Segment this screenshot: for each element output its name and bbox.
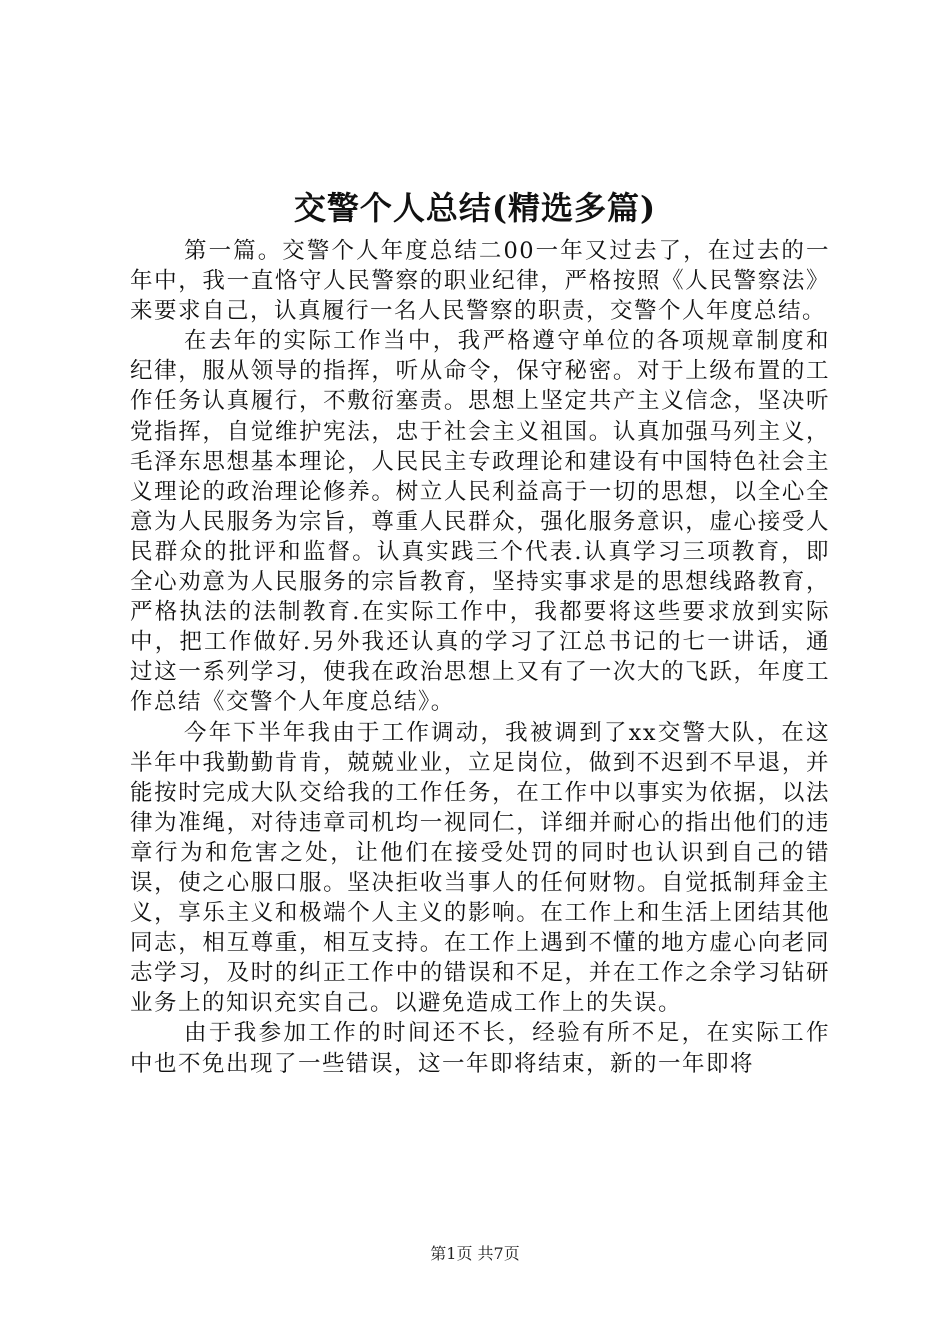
document-body [130,236,830,1079]
document-title: 交警个人总结(精选多篇) [293,189,657,227]
page-number-footer: 第1页 共7页 [430,1244,520,1263]
paragraph-3: 今年下半年我由于工作调动，我被调到了xx交警大队，在这半年中我勤勤肯肯，兢兢业业，立足岗位，做到不迟到不早退，并能按时完成大队交给我的工作任务，在工作中以事实为依据，以法律为准绳，对待违章司机均一视同仁，详细并耐心的指出他们的违章行为和危害之处，让他们在接受处罚的同时也认识到自己的错误，使之心服口服。坚决拒收当事人的任何财物。自觉抵制拜金主义，享乐主义和极端个人主义的影响。在工作上和生活上团结其他同志，相互尊重，相互支持。在工作上遇到不懂的地方虚心向老同志学习，及时的纠正工作中的错误和不足，并在工作之余学习钻研业务上的知识充实自己。以避免造成工作上的失误。 [130,719,830,1017]
paragraph-2: 在去年的实际工作当中，我严格遵守单位的各项规章制度和纪律，服从领导的指挥，听从命令，保守秘密。对于上级布置的工作任务认真履行，不敷衍塞责。思想上坚定共产主义信念，坚决听党指挥，自觉维护宪法，忠于社会主义祖国。认真加强马列主义，毛泽东思想基本理论，人民民主专政理论和建设有中国特色社会主义理论的政治理论修养。树立人民利益高于一切的思想，以全心全意为人民服务为宗旨，尊重人民群众，强化服务意识，虚心接受人民群众的批评和监督。认真实践三个代表.认真学习三项教育，即全心劝意为人民服务的宗旨教育，坚持实事求是的思想线路教育，严格执法的法制教育.在实际工作中，我都要将这些要求放到实际中，把工作做好.另外我还认真的学习了江总书记的七一讲话，通过这一系列学习，使我在政治思想上又有了一次大的飞跃，年度工作总结《交警个人年度总结》。 [130,328,830,716]
paragraph-4: 由于我参加工作的时间还不长，经验有所不足，在实际工作中也不免出现了一些错误，这一年即将结束，新的一年即将 [130,1020,830,1077]
paragraph-1: 第一篇。交警个人年度总结二00一年又过去了，在过去的一年中，我一直恪守人民警察的职业纪律，严格按照《人民警察法》来要求自己，认真履行一名人民警察的职责，交警个人年度总结。 [130,238,830,325]
